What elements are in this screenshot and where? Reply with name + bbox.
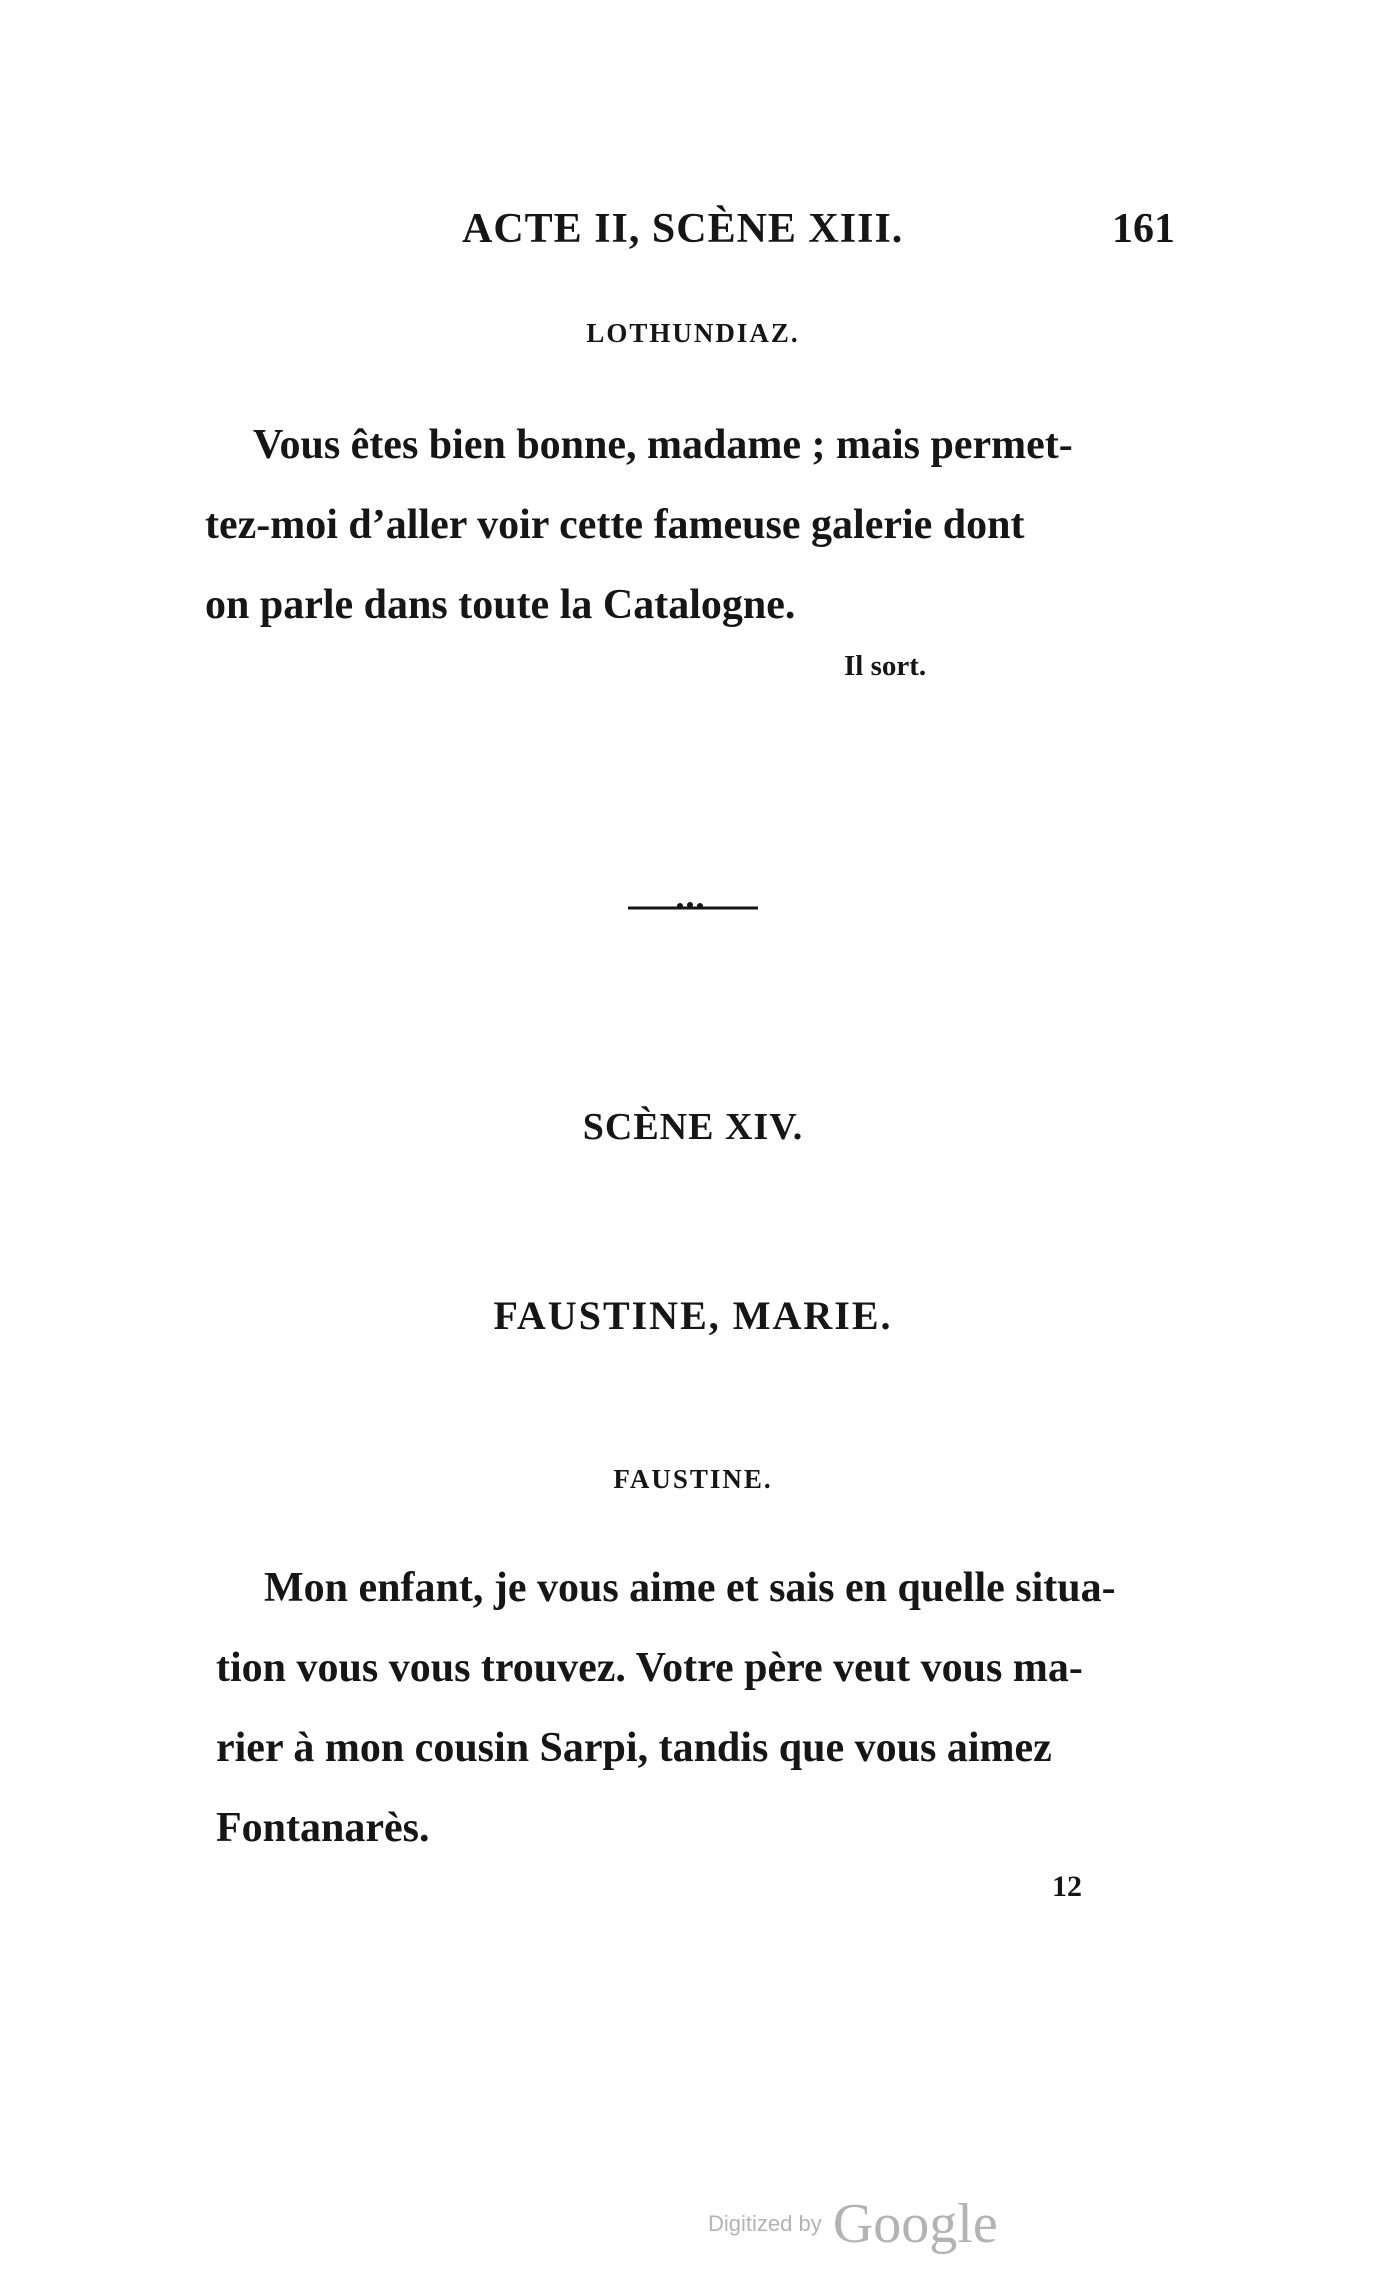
signature-mark: 12: [1052, 1870, 1082, 1903]
page-number: 161: [1112, 206, 1175, 252]
scene-characters: FAUSTINE, MARIE.: [493, 1293, 893, 1338]
paragraph-line: tion vous vous trouvez. Votre père veut vous ma-: [216, 1645, 1083, 1691]
paragraph-line: Mon enfant, je vous aime et sais en quelle situa-: [264, 1565, 1116, 1611]
stage-direction: Il sort.: [844, 650, 927, 682]
running-title: ACTE II, SCÈNE XIII.: [462, 206, 904, 252]
watermark-brand: Google: [832, 2193, 998, 2255]
paragraph-faustine: [216, 1548, 1181, 1868]
paragraph-line: Vous êtes bien bonne, madame ; mais permet-: [253, 422, 1073, 468]
ornament-divider: [628, 900, 758, 914]
paragraph-line: on parle dans toute la Catalogne.: [205, 582, 796, 628]
paragraph-lothundiaz: [205, 405, 1190, 645]
running-head: [0, 205, 1386, 265]
paragraph-line: rier à mon cousin Sarpi, tandis que vous aimez: [216, 1725, 1052, 1771]
paragraph-line: tez-moi d’aller voir cette fameuse galerie dont: [205, 502, 1025, 548]
digitized-watermark: [708, 2192, 998, 2255]
speaker-faustine: FAUSTINE.: [613, 1464, 773, 1494]
scene-title: SCÈNE XIV.: [582, 1106, 804, 1148]
speaker-lothundiaz: LOTHUNDIAZ.: [586, 318, 800, 348]
paragraph-line: Fontanarès.: [216, 1805, 430, 1851]
watermark-prefix: Digitized by: [708, 2211, 822, 2236]
